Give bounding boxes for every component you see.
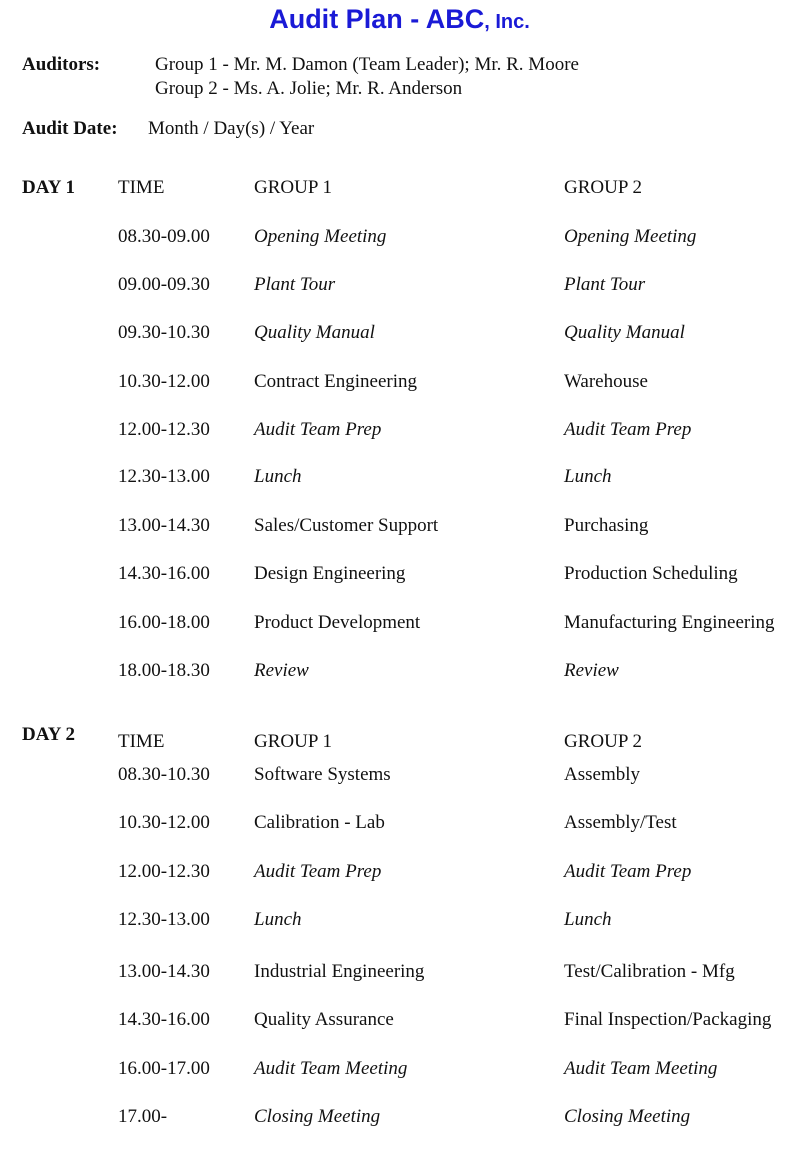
group-1-activity: Lunch [254, 909, 302, 930]
auditors-group-1: Group 1 - Mr. M. Damon (Team Leader); Mr. R. Moore [155, 54, 579, 75]
schedule-row [0, 419, 799, 443]
schedule-row [0, 961, 799, 985]
schedule-row [0, 1009, 799, 1033]
group-1-activity: Software Systems [254, 764, 391, 785]
day-label: DAY 1 [22, 177, 75, 198]
schedule-row [0, 909, 799, 933]
schedule-row [0, 515, 799, 539]
schedule-header-row [0, 177, 799, 201]
time-cell: 12.00-12.30 [118, 419, 210, 440]
schedule-row [0, 322, 799, 346]
time-cell: 10.30-12.00 [118, 812, 210, 833]
time-cell: 12.30-13.00 [118, 466, 210, 487]
group-2-activity: Assembly [564, 764, 640, 785]
time-cell: 16.00-17.00 [118, 1058, 210, 1079]
time-cell: 12.00-12.30 [118, 861, 210, 882]
time-cell: 16.00-18.00 [118, 612, 210, 633]
schedule-row [0, 1106, 799, 1130]
group-1-header: GROUP 1 [254, 177, 332, 198]
time-cell: 13.00-14.30 [118, 515, 210, 536]
group-1-activity: Industrial Engineering [254, 961, 425, 982]
document-title [0, 4, 799, 35]
time-cell: 17.00- [118, 1106, 168, 1127]
auditors-group-2: Group 2 - Ms. A. Jolie; Mr. R. Anderson [155, 78, 463, 99]
group-2-activity: Final Inspection/Packaging [564, 1009, 772, 1030]
schedule-header-row [0, 731, 799, 755]
group-2-activity: Opening Meeting [564, 226, 697, 247]
schedule-row [0, 226, 799, 250]
group-2-activity: Purchasing [564, 515, 649, 536]
group-1-activity: Audit Team Prep [254, 861, 382, 882]
group-2-activity: Lunch [564, 909, 612, 930]
time-cell: 10.30-12.00 [118, 371, 210, 392]
schedule-row [0, 466, 799, 490]
schedule-row [0, 274, 799, 298]
group-1-activity: Lunch [254, 466, 302, 487]
group-2-activity: Warehouse [564, 371, 648, 392]
group-2-activity: Audit Team Meeting [564, 1058, 718, 1079]
group-2-activity: Manufacturing Engineering [564, 612, 775, 633]
time-header: TIME [118, 177, 165, 198]
time-cell: 09.00-09.30 [118, 274, 210, 295]
group-1-activity: Design Engineering [254, 563, 406, 584]
group-1-activity: Plant Tour [254, 274, 336, 295]
group-1-activity: Sales/Customer Support [254, 515, 439, 536]
group-2-activity: Plant Tour [564, 274, 646, 295]
schedule-row [0, 563, 799, 587]
group-2-activity: Quality Manual [564, 322, 685, 343]
schedule-row [0, 612, 799, 636]
audit-date-value: Month / Day(s) / Year [148, 118, 315, 139]
auditors-label: Auditors: [22, 54, 101, 75]
group-1-activity: Audit Team Prep [254, 419, 382, 440]
group-1-activity: Calibration - Lab [254, 812, 385, 833]
group-1-activity: Quality Manual [254, 322, 375, 343]
group-1-activity: Review [254, 660, 309, 681]
group-1-activity: Audit Team Meeting [254, 1058, 408, 1079]
time-cell: 13.00-14.30 [118, 961, 210, 982]
group-1-activity: Closing Meeting [254, 1106, 381, 1127]
group-2-activity: Test/Calibration - Mfg [564, 961, 735, 982]
group-2-activity: Lunch [564, 466, 612, 487]
schedule-row [0, 812, 799, 836]
time-cell: 14.30-16.00 [118, 1009, 210, 1030]
day-label: DAY 2 [22, 724, 75, 745]
group-1-activity: Quality Assurance [254, 1009, 394, 1030]
group-2-activity: Audit Team Prep [564, 419, 692, 440]
title-main: Audit Plan - ABC [269, 4, 485, 34]
group-2-activity: Audit Team Prep [564, 861, 692, 882]
group-2-header: GROUP 2 [564, 731, 642, 752]
schedule-row [0, 764, 799, 788]
group-2-header: GROUP 2 [564, 177, 642, 198]
time-cell: 08.30-10.30 [118, 764, 210, 785]
group-2-activity: Assembly/Test [564, 812, 677, 833]
time-cell: 14.30-16.00 [118, 563, 210, 584]
time-cell: 09.30-10.30 [118, 322, 210, 343]
time-cell: 18.00-18.30 [118, 660, 210, 681]
time-cell: 12.30-13.00 [118, 909, 210, 930]
audit-date-label: Audit Date: [22, 118, 118, 139]
group-1-header: GROUP 1 [254, 731, 332, 752]
group-1-activity: Product Development [254, 612, 421, 633]
schedule-row [0, 660, 799, 684]
time-header: TIME [118, 731, 165, 752]
schedule-row [0, 371, 799, 395]
schedule-row [0, 861, 799, 885]
time-cell: 08.30-09.00 [118, 226, 210, 247]
group-2-activity: Production Scheduling [564, 563, 738, 584]
group-2-activity: Closing Meeting [564, 1106, 691, 1127]
group-1-activity: Contract Engineering [254, 371, 418, 392]
group-2-activity: Review [564, 660, 619, 681]
group-1-activity: Opening Meeting [254, 226, 387, 247]
title-suffix: , Inc. [484, 11, 530, 33]
schedule-row [0, 1058, 799, 1082]
